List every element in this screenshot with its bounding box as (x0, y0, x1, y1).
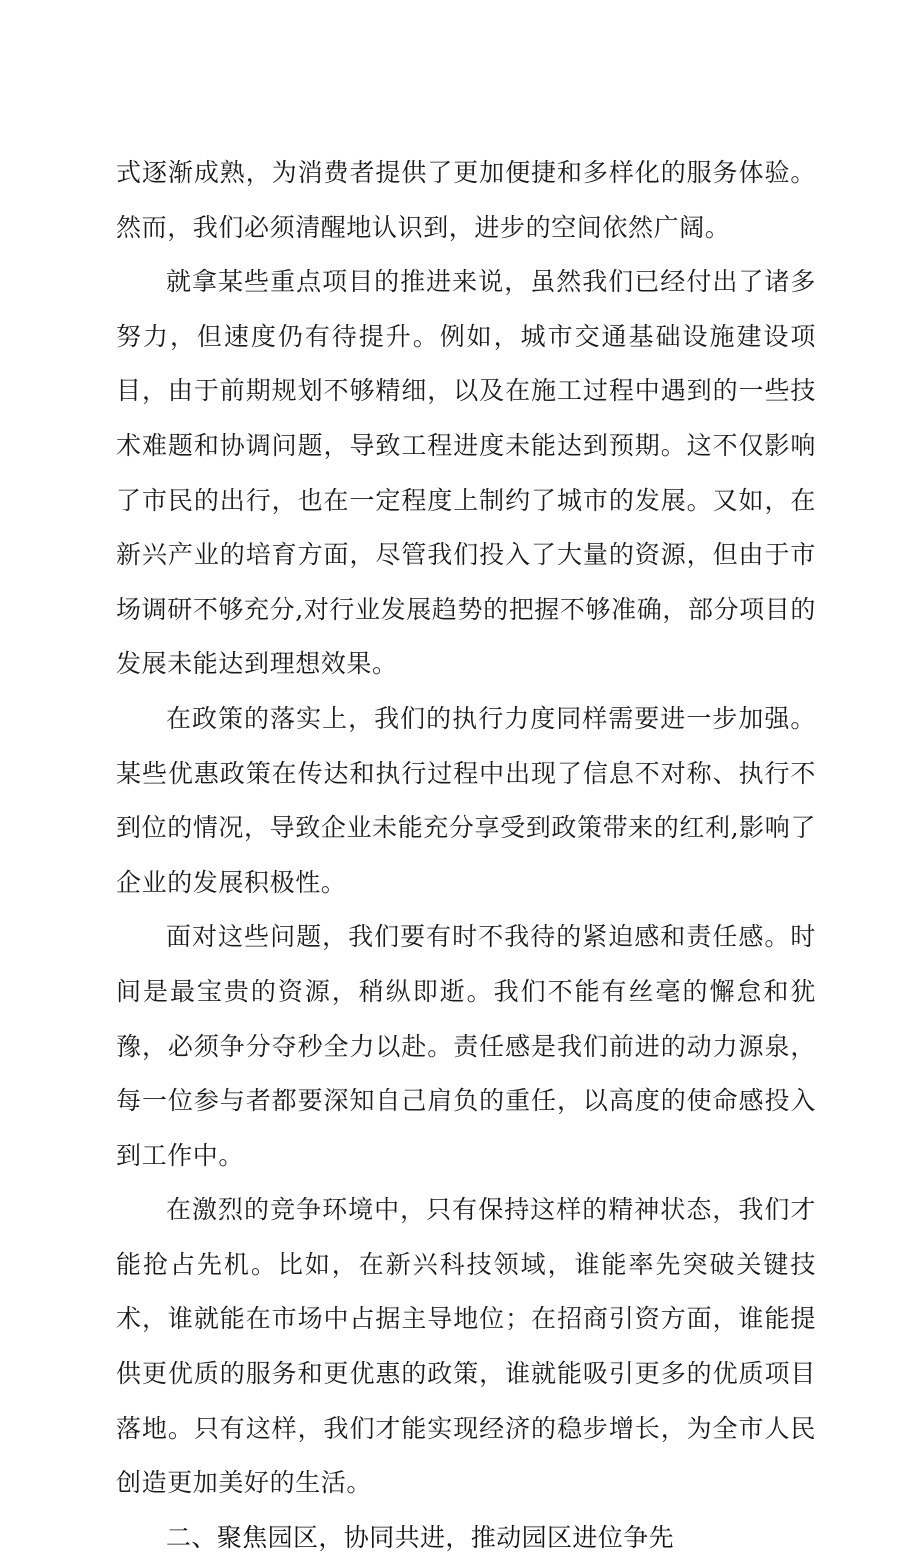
document-body (116, 146, 816, 1565)
section-heading: 二、聚焦园区，协同共进，推动园区进位争先 (166, 1522, 675, 1552)
paragraph-3: 在政策的落实上，我们的执行力度同样需要进一步加强。某些优惠政策在传达和执行过程中出现了信息不对称、执行不到位的情况，导致企业未能充分享受到政策带来的红利,影响了企业的发展积极性。 (116, 703, 816, 897)
paragraph-1: 式逐渐成熟，为消费者提供了更加便捷和多样化的服务体验。然而，我们必须清醒地认识到，进步的空间依然广阔。 (116, 158, 816, 242)
paragraph-2: 就拿某些重点项目的推进来说，虽然我们已经付出了诸多努力，但速度仍有待提升。例如，城市交通基础设施建设项目，由于前期规划不够精细，以及在施工过程中遇到的一些技术难题和协调问题，导致工程进度未能达到预期。这不仅影响了市民的出行，也在一定程度上制约了城市的发展。又如，在新兴产业的培育方面，尽管我们投入了大量的资源，但由于市场调研不够充分,对行业发展趋势的把握不够准确，部分项目的发展未能达到理想效果。 (116, 267, 816, 679)
paragraph-5: 在激烈的竞争环境中，只有保持这样的精神状态，我们才能抢占先机。比如，在新兴科技领域，谁能率先突破关键技术，谁就能在市场中占据主导地位；在招商引资方面，谁能提供更优质的服务和更优惠的政策，谁就能吸引更多的优质项目落地。只有这样，我们才能实现经济的稳步增长，为全市人民创造更加美好的生活。 (116, 1195, 816, 1498)
paragraph-4: 面对这些问题，我们要有时不我待的紧迫感和责任感。时间是最宝贵的资源，稍纵即逝。我们不能有丝毫的懈怠和犹豫，必须争分夺秒全力以赴。责任感是我们前进的动力源泉，每一位参与者都要深知自己肩负的重任，以高度的使命感投入到工作中。 (116, 922, 816, 1170)
